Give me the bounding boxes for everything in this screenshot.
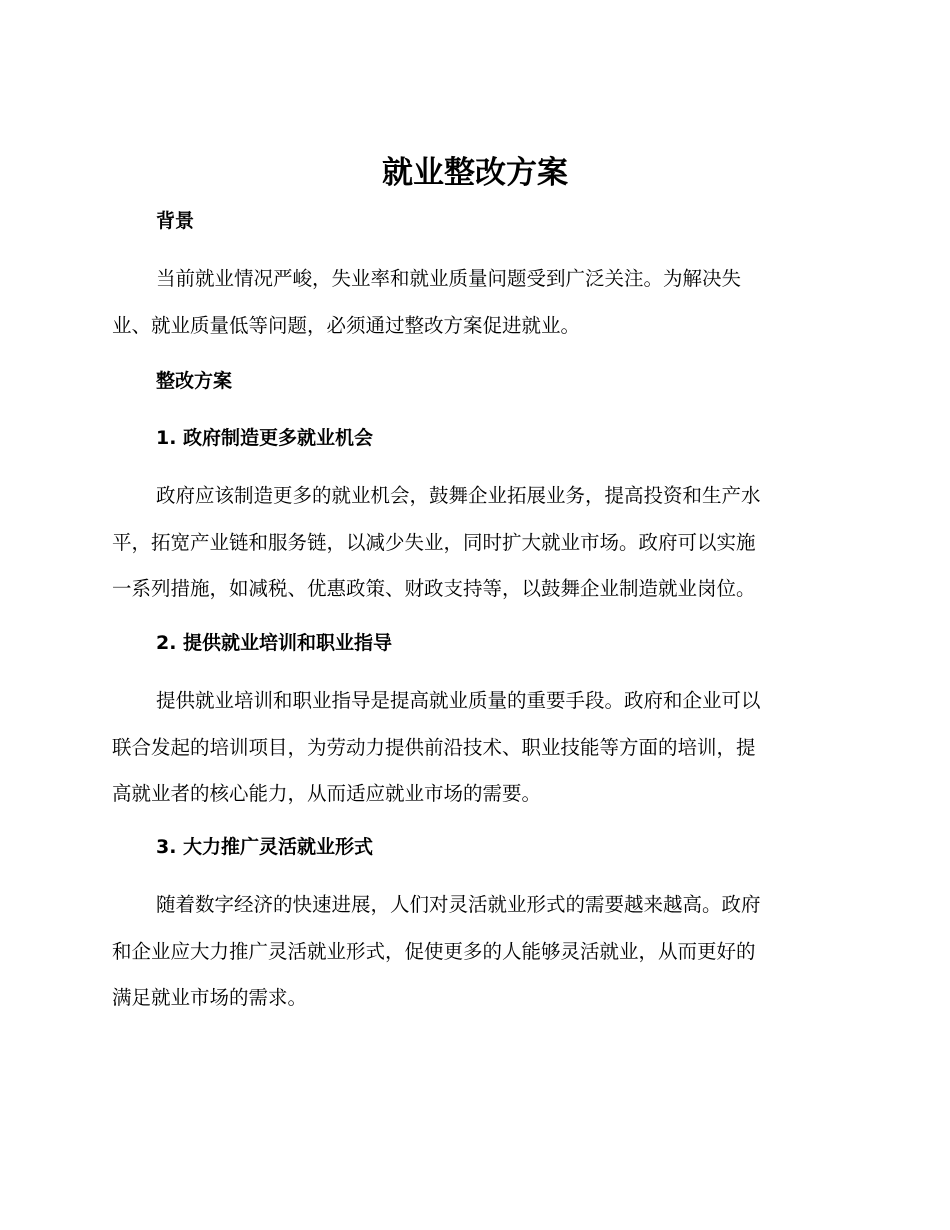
paragraph-item-3 [112,882,836,1022]
paragraph-line: 当前就业情况严峻，失业率和就业质量问题受到广泛关注。为解决失 [156,267,742,290]
document-title: 就业整改方案 [382,155,568,191]
paragraph-line: 满足就业市场的需求。 [112,986,308,1009]
paragraph-line: 政府应该制造更多的就业机会，鼓舞企业拓展业务，提高投资和生产水 [156,484,761,507]
paragraph-item-1 [112,473,836,613]
paragraph-line: 和企业应大力推广灵活就业形式，促使更多的人能够灵活就业，从而更好的 [112,939,756,963]
paragraph-line: 联合发起的培训项目，为劳动力提供前沿技术、职业技能等方面的培训，提 [112,735,756,759]
paragraph-line: 随着数字经济的快速进展，人们对灵活就业形式的需要越来越高。政府 [156,893,761,916]
item-heading-2: 2. 提供就业培训和职业指导 [156,632,393,654]
paragraph-line: 平，拓宽产业链和服务链，以减少失业，同时扩大就业市场。政府可以实施 [112,530,756,554]
section-heading-background: 背景 [156,210,195,232]
paragraph-line: 一系列措施，如减税、优惠政策、财政支持等，以鼓舞企业制造就业岗位。 [112,577,756,600]
paragraph-line: 提供就业培训和职业指导是提高就业质量的重要手段。政府和企业可以 [156,689,761,712]
paragraph-line: 业、就业质量低等问题，必须通过整改方案促进就业。 [112,313,581,337]
paragraph-background [112,256,836,349]
paragraph-item-2 [112,678,836,818]
paragraph-line: 高就业者的核心能力，从而适应就业市场的需要。 [112,782,542,805]
item-heading-3: 3. 大力推广灵活就业形式 [156,836,374,858]
item-heading-1: 1. 政府制造更多就业机会 [156,427,374,449]
section-heading-plan: 整改方案 [156,370,233,392]
